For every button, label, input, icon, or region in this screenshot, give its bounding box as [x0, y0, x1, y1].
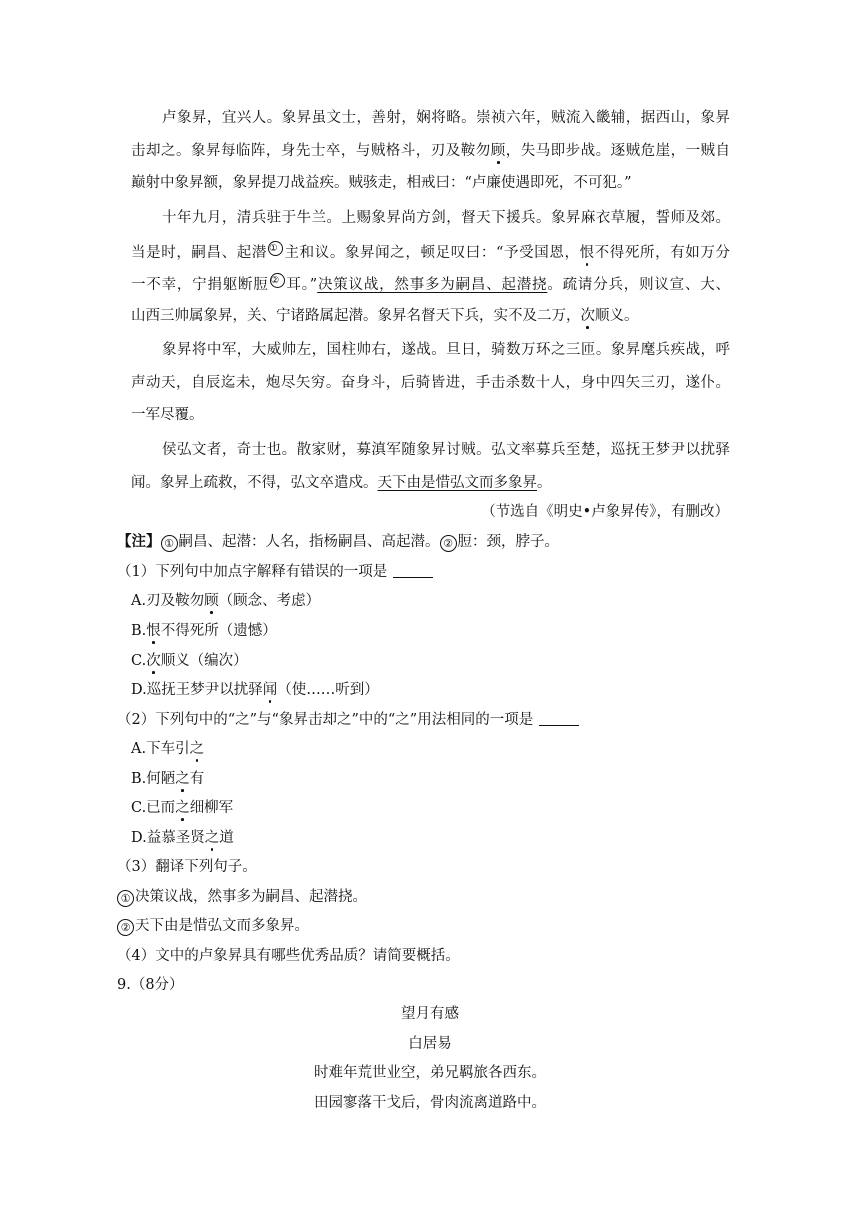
- passage-source: （节选自《明史•卢象昇传》，有删改）: [481, 504, 729, 520]
- question-4-stem: （4）文中的卢象昇具有哪些优秀品质？请简要概括。: [117, 948, 460, 964]
- note-number-2: ②: [440, 535, 457, 552]
- underlined-sentence-2: 天下由是惜弘文而多象昇: [377, 474, 537, 491]
- answer-blank-2[interactable]: [539, 711, 579, 726]
- passage-paragraph-2: [131, 208, 730, 339]
- q2-option-b: B.何陋之有: [131, 771, 205, 787]
- q1-option-b: B.恨不得死所（遗憾）: [131, 623, 277, 639]
- p2-line-3: 一不幸，宁捐躯断脰 ② 耳。”决策议战，然事多为嗣昌、起潜挠。疏请分兵，则议宣、大、: [131, 275, 731, 294]
- q1-option-a: A.刃及鞍勿顾（顾念、考虑）: [131, 593, 321, 609]
- question-9-header: 9.（8分）: [117, 977, 184, 993]
- passage-paragraph-3: [131, 340, 730, 438]
- question-2-stem: （2）下列句中的“之”与“象昇击却之”中的“之”用法相同的一项是: [117, 710, 579, 730]
- note-number-1: ①: [161, 535, 178, 552]
- p1-line-3: 巅射中象昇额，象昇提刀战益疾。贼骇走，相戒曰：“卢廉使遇即死，不可犯。”: [131, 175, 632, 192]
- q2-option-a: A.下车引之: [131, 741, 205, 757]
- poem-line-1: 时难年荒世业空，弟兄羁旅各西东。: [314, 1065, 546, 1081]
- note-label: 【注】: [117, 533, 161, 550]
- dotted-char-ci: 次: [580, 308, 595, 325]
- passage-paragraph-4: [131, 440, 730, 505]
- q1-option-d: D.巡抚王梦尹以扰驿闻（使……听到）: [131, 682, 379, 698]
- q2-option-d: D.益慕圣贤之道: [131, 830, 234, 846]
- dotted-char-gu: 顾: [490, 142, 506, 159]
- poem-author: 白居易: [408, 1036, 452, 1052]
- poem-title: 望月有感: [401, 1006, 459, 1022]
- p1-line-2: 击却之。象昇每临阵，身先士卒，与贼格斗，刃及鞍勿顾，失马即步战。逐贼危崖，一贼自: [131, 142, 731, 159]
- p3-line-3: 一军尽覆。: [131, 407, 204, 424]
- note-marker-1: ①: [268, 241, 283, 256]
- p4-line-1: 侯弘文者，奇士也。散家财，募滇军随象昇讨贼。弘文率募兵至楚，巡抚王梦尹以扰驿: [162, 442, 730, 458]
- p1-line-1: 卢象昇，宜兴人。象昇虽文士，善射，娴将略。崇祯六年，贼流入畿辅，据西山，象昇: [162, 110, 730, 126]
- question-3-stem: （3）翻译下列句子。: [117, 859, 257, 875]
- underlined-sentence-1: 决策议战，然事多为嗣昌、起潜挠: [317, 277, 548, 294]
- q3-sentence-1: ① 决策议战，然事多为嗣昌、起潜挠。: [117, 887, 367, 907]
- q2-option-c: C.已而之细柳军: [131, 800, 234, 816]
- q1-option-c: C.次顺义（编次）: [131, 653, 248, 669]
- passage-paragraph-1: [131, 108, 730, 206]
- p2-line-1: 十年九月，清兵驻于牛兰。上赐象昇尚方剑，督天下援兵。象昇麻衣草履，誓师及郊。: [162, 210, 730, 226]
- passage-notes: 【注】 ① 嗣昌、起潜：人名，指杨嗣昌、高起潜。 ② 脰：颈，脖子。: [117, 533, 559, 550]
- question-1-stem: （1）下列句中加点字解释有错误的一项是: [117, 562, 433, 582]
- poem-line-2: 田园寥落干戈后，骨肉流离道路中。: [314, 1095, 546, 1111]
- p3-line-2: 声动天，自辰迄未，炮尽矢穷。奋身斗，后骑皆进，手击杀数十人，身中四矢三刃，遂仆。: [131, 374, 730, 391]
- q3-sentence-2: ② 天下由是惜弘文而多象昇。: [117, 916, 309, 936]
- p3-line-1: 象昇将中军，大威帅左，国柱帅右，遂战。旦日，骑数万环之三匝。象昇麾兵疾战，呼: [162, 342, 730, 358]
- note-marker-2: ②: [270, 273, 285, 288]
- dotted-char-hen: 恨: [579, 244, 595, 261]
- p2-line-2: 当是时，嗣昌、起潜 ① 主和议。象昇闻之，顿足叹曰：“予受国恩，恨不得死所，有如万分: [131, 242, 731, 261]
- p2-line-4: 山西三帅属象昇，关、宁诸路属起潜。象昇名督天下兵，实不及二万，次顺义。: [131, 308, 639, 325]
- answer-blank-1[interactable]: [393, 563, 433, 578]
- p4-line-2: 闻。象昇上疏救，不得，弘文卒遣戍。天下由是惜弘文而多象昇。: [131, 474, 552, 491]
